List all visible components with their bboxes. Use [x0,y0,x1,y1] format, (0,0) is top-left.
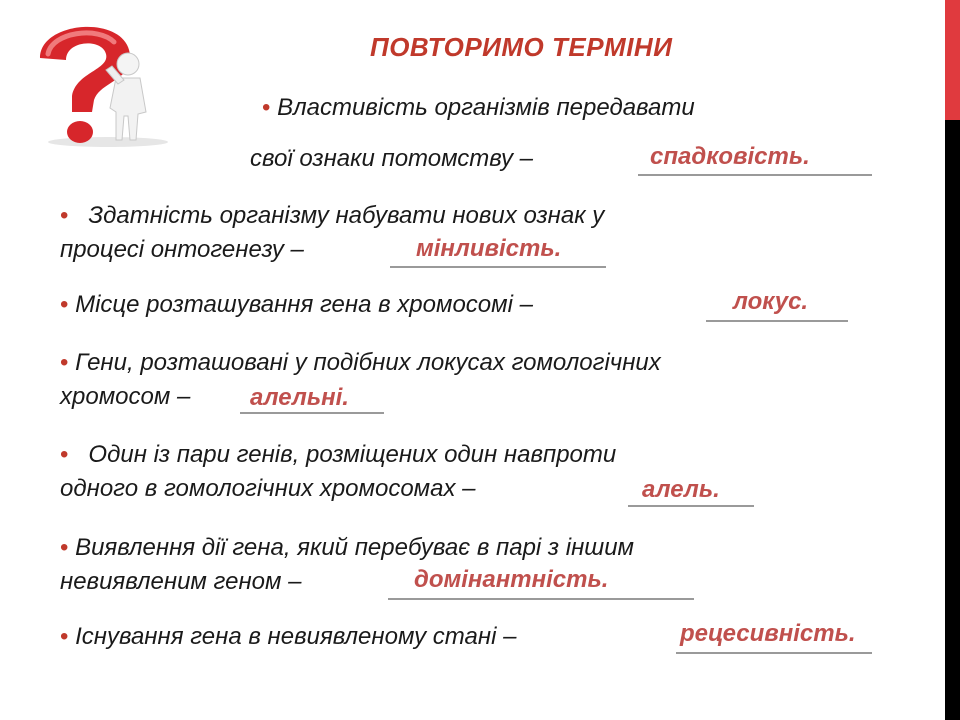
answer-locus: локус. [733,288,809,315]
bullet-icon: • [60,291,69,318]
answer-variability: мінливість. [416,235,562,262]
bullet-icon: • [60,623,69,650]
right-accent-bar-red [945,0,960,120]
item-text: Існування гена в невиявленому стані – [75,623,517,650]
item-text-line2: свої ознаки потомству – [250,145,534,172]
term-item-recessiveness [60,623,516,651]
bullet-icon: • [60,441,69,468]
answer-dominance: домінантність. [414,566,609,593]
answer-blank [706,320,848,322]
answer-blank [388,598,694,600]
answer-allele: алель. [642,476,720,503]
item-text-line2: процесі онтогенезу – [60,236,304,263]
answer-blank [240,412,384,414]
bullet-icon: • [262,94,271,121]
item-text-line2: невиявленим геном – [60,568,302,595]
item-text-line1: Гени, розташовані у подібних локусах гомологічних [75,349,661,376]
right-accent-bar-black [945,120,960,720]
question-mark-figure-icon [18,8,170,148]
answer-heredity: спадковість. [650,143,810,170]
slide-title: ПОВТОРИМО ТЕРМІНИ [370,32,673,62]
bullet-icon: • [60,202,69,229]
term-item-heredity [262,94,695,122]
answer-blank [676,652,872,654]
item-text-line1: Один із пари генів, розміщених один навпроти [88,441,617,468]
answer-blank [628,505,754,507]
item-text-line2: одного в гомологічних хромосомах – [60,475,476,502]
item-text-line1: Властивість організмів передавати [277,94,695,121]
answer-blank [638,174,872,176]
term-item-allele [60,438,880,506]
answer-blank [390,266,606,268]
item-text: Місце розташування гена в хромосомі – [75,291,533,318]
bullet-icon: • [60,349,69,376]
answer-recessiveness: рецесивність. [680,620,856,647]
bullet-icon: • [60,534,69,561]
item-text-line2: хромосом – [60,383,191,410]
term-item-allelic [60,346,880,414]
term-item-locus [60,291,533,319]
item-text-line1: Виявлення дії гена, який перебуває в парі з іншим [75,534,635,561]
item-text-line1: Здатність організму набувати нових ознак у [88,202,605,229]
answer-allelic: алельні. [250,384,349,411]
